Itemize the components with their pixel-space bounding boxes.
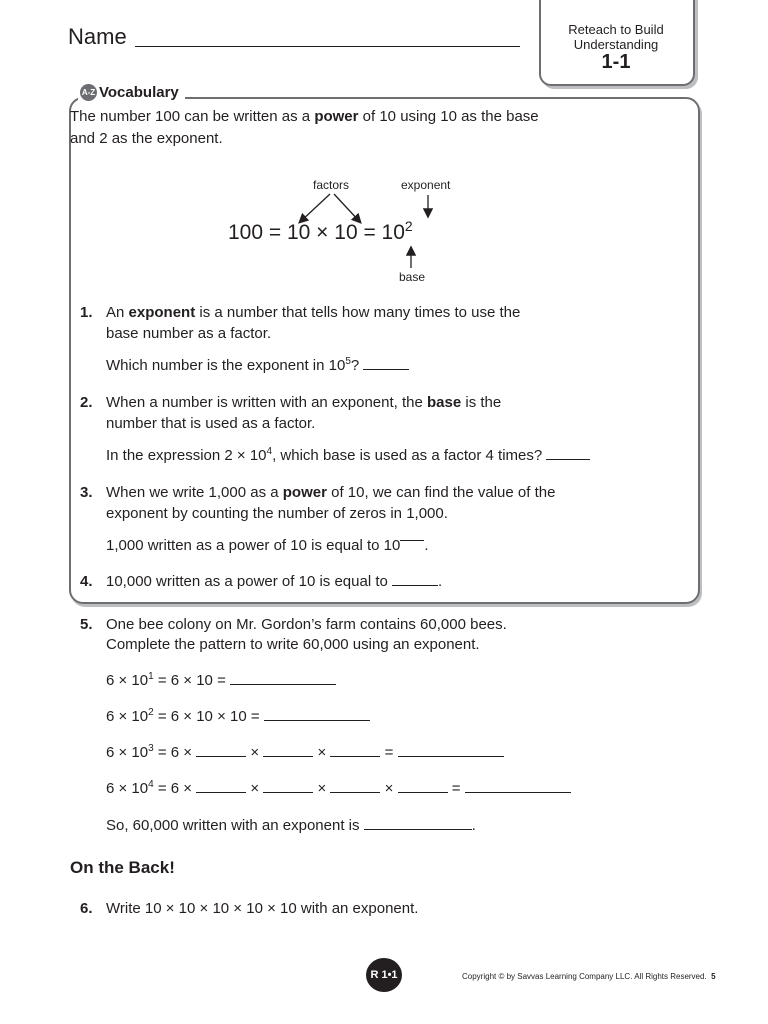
item-2-question: In the expression $2 \times 10^4$, which base is used as a factor 4 times?: [106, 445, 590, 466]
page-number: 5: [711, 972, 716, 981]
vocabulary-icon: A-Z: [80, 84, 97, 101]
vocab-intro-line1: The number 100 can be written as a power of 10 using 10 as the base: [70, 108, 539, 125]
lesson-code: 1-1: [601, 51, 631, 73]
row3-factor-blank-3[interactable]: [330, 742, 380, 757]
item-4-text: 10,000 written as a power of 10 is equal to .: [106, 573, 443, 590]
row4-factor-blank-2[interactable]: [263, 778, 313, 793]
copyright-line: Copyright © by Savvas Learning Company LLC. All Rights Reserved. 5: [462, 972, 716, 981]
item-5-row2: $6 \times 10^2 = 6 \times 10 \times 10$ =: [106, 706, 370, 727]
item-3-number: 3.: [80, 484, 93, 501]
item-3-question: 1,000 written as a power of 10 is equal to 10 .: [106, 535, 429, 556]
item-3-exponent-blank[interactable]: [400, 528, 424, 541]
label-factors: factors: [313, 178, 350, 192]
item-6-number: 6.: [80, 900, 93, 917]
item-1-number: 1.: [80, 304, 93, 321]
row3-product-blank[interactable]: [398, 742, 504, 757]
label-exponent: exponent: [401, 178, 451, 192]
lesson-tab-line2: Understanding: [573, 37, 659, 52]
item-1-answer-blank[interactable]: [363, 355, 409, 370]
item-5-row4: $6 \times 10^4 = 6$ × × × × =: [106, 778, 571, 799]
row4-factor-blank-3[interactable]: [330, 778, 380, 793]
row1-product-blank[interactable]: [230, 670, 336, 685]
item-4-answer-blank[interactable]: [392, 571, 438, 586]
item-5-number: 5.: [80, 616, 93, 633]
vocab-intro-line2: and 2 as the exponent.: [70, 130, 223, 147]
item-5-row1: $6 \times 10^1 = 6 \times 10$ =: [106, 670, 336, 691]
item-1-question: Which number is the exponent in $10^5$?: [106, 355, 409, 376]
item-2-number: 2.: [80, 394, 93, 411]
item-5-line2: Complete the pattern to write 60,000 using an exponent.: [106, 636, 480, 653]
term-power: power: [314, 108, 359, 125]
vocabulary-title: Vocabulary: [99, 84, 179, 101]
arrow-factor-right: [334, 194, 360, 222]
item-5-conclusion: So, 60,000 written with an exponent is .: [106, 817, 476, 834]
equation-100-power: $100 = 10 \times 10 = 10^2$: [228, 218, 413, 244]
row4-factor-blank-4[interactable]: [398, 778, 448, 793]
item-2-line1: When a number is written with an exponent, the base is the: [106, 394, 502, 411]
item-1-line1: An exponent is a number that tells how many times to use the: [106, 304, 521, 321]
item-1-line2: base number as a factor.: [106, 325, 272, 342]
on-the-back-heading: On the Back!: [70, 858, 175, 877]
item-5-line1: One bee colony on Mr. Gordon’s farm contains 60,000 bees.: [106, 616, 507, 633]
page-badge: R 1•1: [366, 958, 402, 992]
lesson-tab-line1: Reteach to Build: [568, 22, 664, 37]
label-base: base: [399, 270, 426, 284]
row3-factor-blank-1[interactable]: [196, 742, 246, 757]
item-5-answer-blank[interactable]: [364, 815, 472, 830]
row2-product-blank[interactable]: [264, 706, 370, 721]
arrow-factor-left: [300, 194, 330, 222]
row4-product-blank[interactable]: [465, 778, 571, 793]
item-2-answer-blank[interactable]: [546, 445, 590, 460]
item-3-line2: exponent by counting the number of zeros in 1,000.: [106, 505, 448, 522]
item-3-line1: When we write 1,000 as a power of 10, we can find the value of the: [106, 484, 556, 501]
diagram-arrows: [0, 0, 768, 300]
name-label: Name: [68, 24, 127, 49]
item-2-line2: number that is used as a factor.: [106, 415, 316, 432]
row4-factor-blank-1[interactable]: [196, 778, 246, 793]
item-6-text: Write 10 × 10 × 10 × 10 × 10 with an exponent.: [106, 900, 419, 917]
item-4-number: 4.: [80, 573, 93, 590]
item-5-row3: $6 \times 10^3 = 6$ × × × =: [106, 742, 504, 763]
row3-factor-blank-2[interactable]: [263, 742, 313, 757]
